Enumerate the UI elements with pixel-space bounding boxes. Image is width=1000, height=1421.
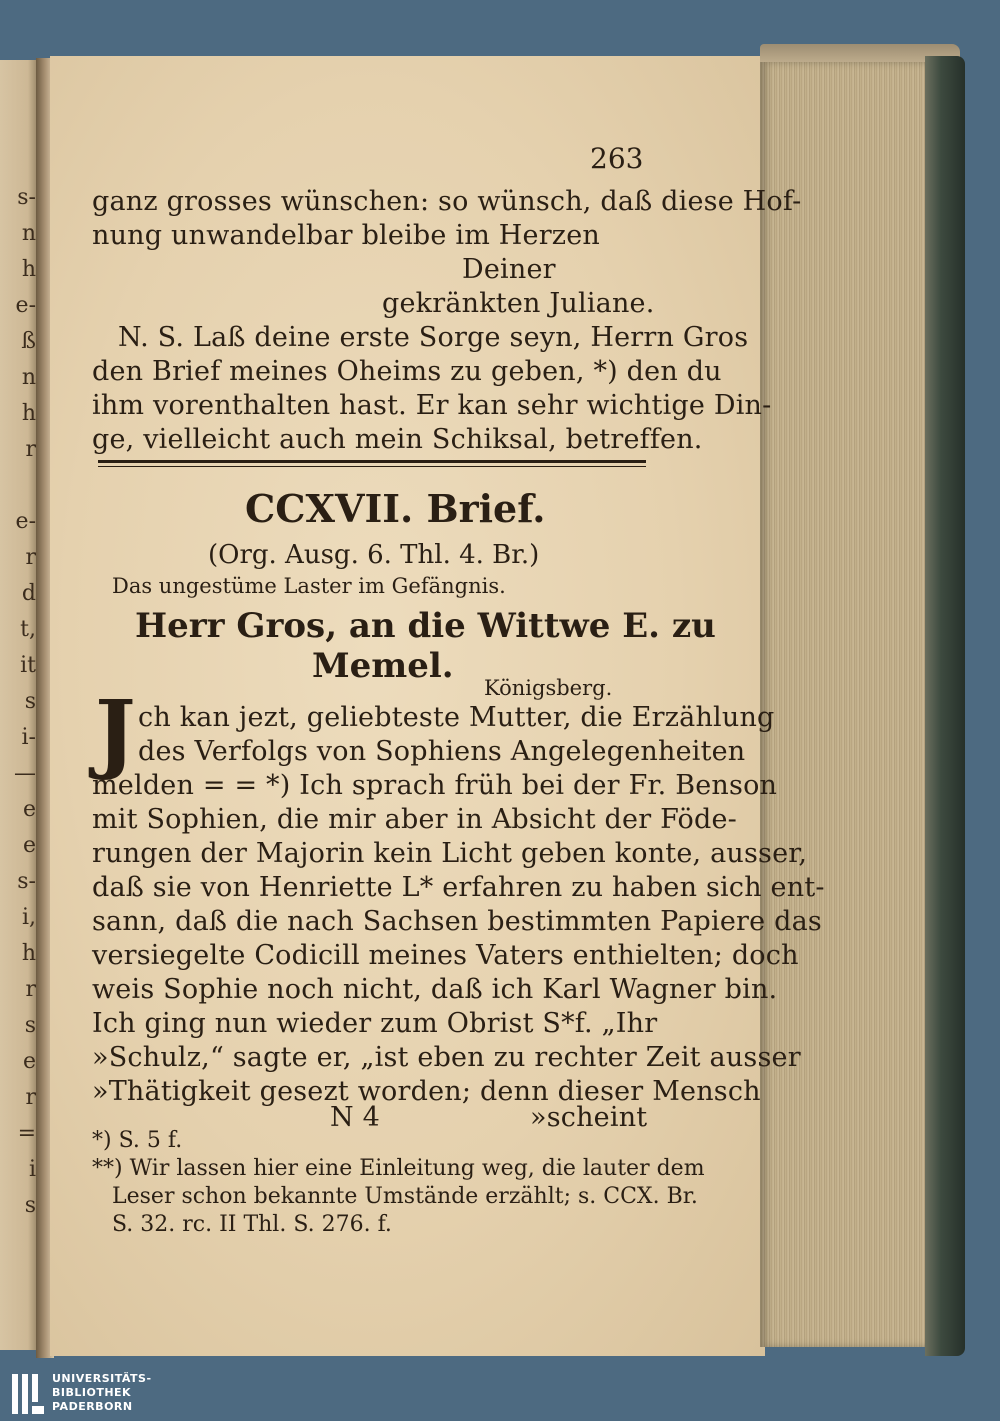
- text-line: des Verfolgs von Sophiens Angelegenheiten: [138, 736, 746, 767]
- library-logo-icon: [10, 1372, 46, 1416]
- left-page-fragment: h: [21, 401, 36, 426]
- library-name-line: BIBLIOTHEK: [52, 1386, 132, 1399]
- page-number: 263: [590, 142, 644, 175]
- left-page-fragment: s: [24, 1193, 36, 1218]
- signature-name: gekränkten Juliane.: [382, 288, 655, 319]
- library-name-line: UNIVERSITÄTS-: [52, 1372, 152, 1385]
- left-page-fragment: [2, 468, 36, 504]
- text-line: weis Sophie noch nicht, daß ich Karl Wagner bin.: [92, 974, 778, 1005]
- left-page-fragment: s-: [17, 185, 36, 210]
- left-page-fragment: i,: [21, 905, 36, 930]
- signature-mark: N 4: [330, 1102, 380, 1133]
- text-line: sann, daß die nach Sachsen bestimmten Papiere das: [92, 906, 822, 937]
- section-rule-thin: [98, 466, 646, 467]
- text-line: »Schulz,“ sagte er, „ist eben zu rechter Zeit ausser: [92, 1042, 801, 1073]
- text-line: ganz grosses wünschen: so wünsch, daß diese Hof-: [92, 186, 802, 217]
- left-page-fragment: t,: [20, 617, 36, 642]
- left-page-fragment: e-: [15, 509, 36, 534]
- text-line: den Brief meines Oheims zu geben, *) den du: [92, 356, 722, 387]
- left-page-fragment: e: [22, 833, 36, 858]
- place-of-writing: Königsberg.: [484, 676, 613, 700]
- left-page-fragment: s-: [17, 869, 36, 894]
- drop-cap: J: [95, 682, 136, 783]
- text-line: daß sie von Henriette L* erfahren zu haben sich ent-: [92, 872, 825, 903]
- closing-word: Deiner: [462, 254, 556, 285]
- letter-heading: CCXVII. Brief.: [245, 486, 546, 531]
- left-page-fragment: —: [14, 761, 36, 786]
- left-page-fragment: d: [21, 581, 36, 606]
- footnote: **) Wir lassen hier eine Einleitung weg, die lauter dem: [92, 1156, 705, 1181]
- left-page-fragment: r: [25, 545, 36, 570]
- edition-reference: (Org. Ausg. 6. Thl. 4. Br.): [208, 540, 540, 570]
- left-page-fragment: it: [20, 653, 36, 678]
- section-rule: [98, 460, 646, 463]
- left-page-fragment: r: [25, 1085, 36, 1110]
- text-line: melden = = *) Ich sprach früh bei der Fr. Benson: [92, 770, 778, 801]
- addressee-line: Herr Gros, an die Wittwe E. zu: [135, 606, 716, 646]
- left-page-fragment: h: [21, 257, 36, 282]
- left-page-fragment: s: [24, 1013, 36, 1038]
- left-page-fragment: s: [24, 689, 36, 714]
- postscript-line: N. S. Laß deine erste Sorge seyn, Herrn Gros: [118, 322, 749, 353]
- left-page-fragment: r: [25, 977, 36, 1002]
- library-name: [52, 1372, 152, 1414]
- text-line: ch kan jezt, geliebteste Mutter, die Erzählung: [138, 702, 775, 733]
- footnote: S. 32. rc. II Thl. S. 276. f.: [112, 1212, 392, 1237]
- left-page-text-fragments: [2, 180, 36, 1218]
- left-page-fragment: e-: [15, 293, 36, 318]
- left-page-fragment: n: [21, 221, 36, 246]
- footnote: *) S. 5 f.: [92, 1128, 183, 1153]
- text-line: ihm vorenthalten hast. Er kan sehr wichtige Din-: [92, 390, 772, 421]
- left-page-fragment: h: [21, 941, 36, 966]
- text-line: Ich ging nun wieder zum Obrist S*f. „Ihr: [92, 1008, 658, 1039]
- page-edges: [760, 62, 940, 1347]
- book-cover: [925, 56, 965, 1356]
- left-page-fragment: n: [21, 365, 36, 390]
- library-name-line: PADERBORN: [52, 1400, 133, 1413]
- left-page-fragment: i-: [21, 725, 36, 750]
- left-page-fragment: =: [17, 1121, 36, 1146]
- left-page-fragment: ß: [21, 329, 36, 354]
- text-line: rungen der Majorin kein Licht geben konte, ausser,: [92, 838, 808, 869]
- text-line: ge, vielleicht auch mein Schiksal, betreffen.: [92, 424, 703, 455]
- left-page-fragment: e: [22, 797, 36, 822]
- footnote: Leser schon bekannte Umstände erzählt; s. CCX. Br.: [112, 1184, 698, 1209]
- text-line: nung unwandelbar bleibe im Herzen: [92, 220, 600, 251]
- catchword: »scheint: [530, 1102, 648, 1133]
- text-line: mit Sophien, die mir aber in Absicht der Föde-: [92, 804, 737, 835]
- left-page-fragment: e: [22, 1049, 36, 1074]
- left-page-fragment: r: [25, 437, 36, 462]
- addressee-line: Memel.: [312, 646, 454, 686]
- left-page-fragment: i: [28, 1157, 36, 1182]
- text-line: »Thätigkeit gesezt worden; denn dieser Mensch: [92, 1076, 761, 1107]
- text-line: versiegelte Codicill meines Vaters enthielten; doch: [92, 940, 799, 971]
- letter-subtitle: Das ungestüme Laster im Gefängnis.: [112, 574, 506, 598]
